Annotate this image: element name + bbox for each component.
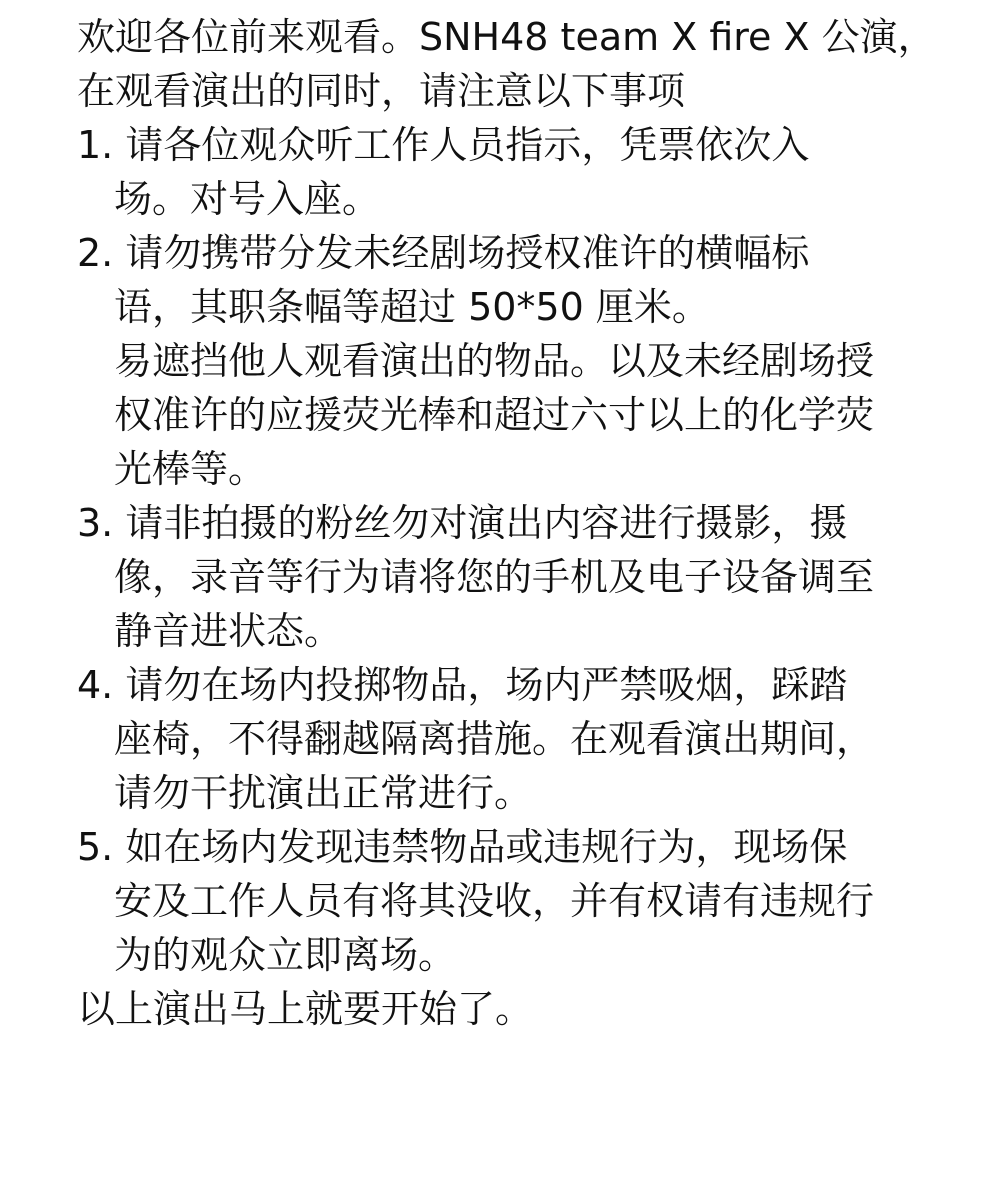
closing-line: 以上演出马上就要开始了。 xyxy=(77,987,534,1031)
intro-line-2: 在观看演出的同时，请注意以下事项 xyxy=(77,69,686,113)
rule-text-line: 为的观众立即离场。 xyxy=(114,933,457,977)
intro-line-1: 欢迎各位前来观看。SNH48 team X fire X 公演， xyxy=(77,15,936,59)
rule-number: 2. xyxy=(77,231,114,275)
rule-text-line: 语，其职条幅等超过 50*50 厘米。 xyxy=(114,285,710,329)
rule-number: 3. xyxy=(77,501,114,545)
rule-text-line: 静音进状态。 xyxy=(114,609,343,653)
rule-text-line: 安及工作人员有将其没收，并有权请有违规行 xyxy=(114,879,875,923)
rule-text-line: 请各位观众听工作人员指示，凭票依次入 xyxy=(125,123,810,167)
rule-text-line: 请勿携带分发未经剧场授权准许的横幅标 xyxy=(125,231,810,275)
rule-text-line: 权准许的应援荧光棒和超过六寸以上的化学荧 xyxy=(114,393,875,437)
rule-number: 1. xyxy=(77,123,114,167)
rule-text-line: 座椅，不得翻越隔离措施。在观看演出期间， xyxy=(114,717,875,761)
rule-item-2 xyxy=(77,226,977,496)
rule-text-line: 请勿干扰演出正常进行。 xyxy=(114,771,533,815)
rule-text-line: 请勿在场内投掷物品，场内严禁吸烟，踩踏 xyxy=(125,663,848,707)
rule-text-line: 像，录音等行为请将您的手机及电子设备调至 xyxy=(114,555,875,599)
rule-number: 4. xyxy=(77,663,114,707)
rule-item-5 xyxy=(77,820,977,982)
rule-item-3 xyxy=(77,496,977,658)
rule-item-4 xyxy=(77,658,977,820)
rule-text-line: 场。对号入座。 xyxy=(114,177,381,221)
rule-text-line: 如在场内发现违禁物品或违规行为，现场保 xyxy=(125,825,848,869)
notice-document xyxy=(77,10,977,1036)
rule-number: 5. xyxy=(77,825,114,869)
rule-text-line: 请非拍摄的粉丝勿对演出内容进行摄影，摄 xyxy=(125,501,848,545)
rule-item-1 xyxy=(77,118,977,226)
rule-text-line: 易遮挡他人观看演出的物品。以及未经剧场授 xyxy=(114,339,875,383)
rule-text-line: 光棒等。 xyxy=(114,447,267,491)
